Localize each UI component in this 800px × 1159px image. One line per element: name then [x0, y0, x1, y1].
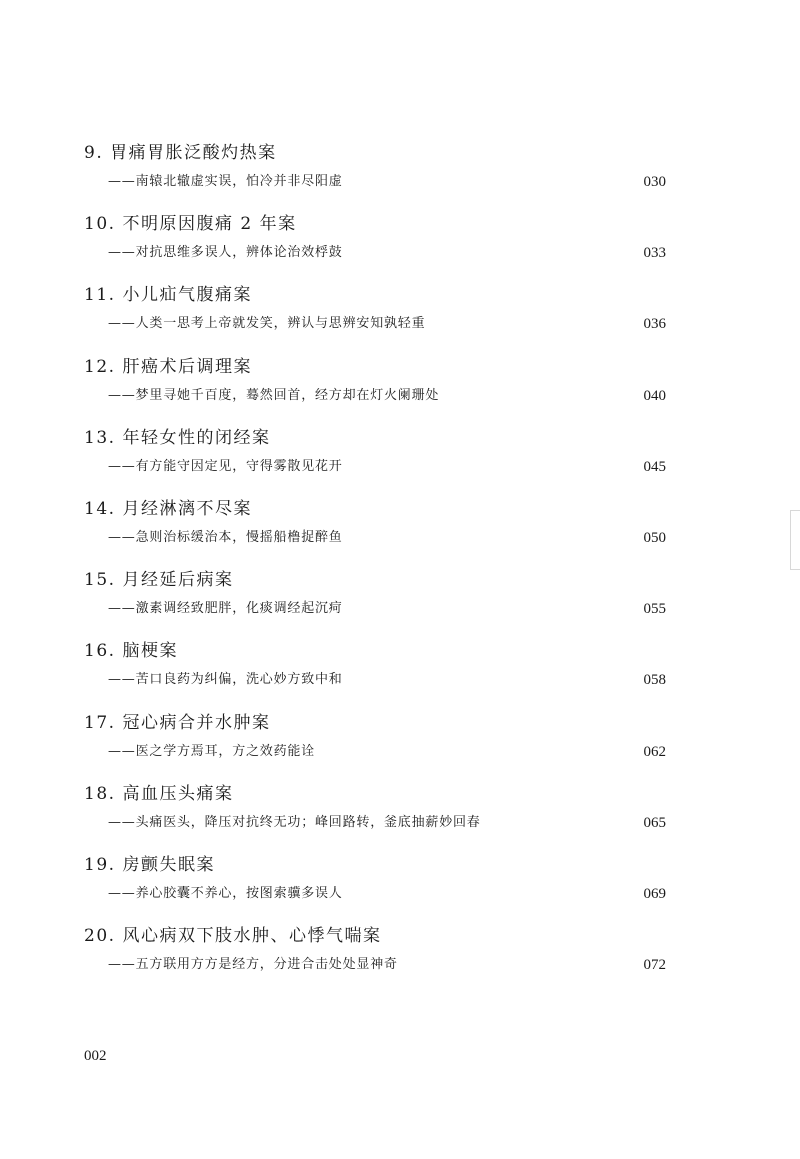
page-number: 002	[84, 1048, 107, 1064]
toc-entry-title: 14. 月经淋漓不尽案	[84, 499, 252, 519]
toc-entry-subtitle: ——急则治标缓治本，慢摇船橹捉醉鱼	[108, 530, 343, 545]
toc-entry-title: 10. 不明原因腹痛 2 年案	[84, 214, 297, 235]
toc-entry	[0, 427, 800, 487]
toc-entry-subtitle: ——激素调经致肥胖，化痰调经起沉疴	[108, 601, 343, 617]
toc-entry	[0, 854, 800, 914]
toc-entry-title: 15. 月经延后病案	[84, 570, 234, 591]
toc-entry	[0, 569, 800, 629]
toc-entry-title: 19. 房颤失眠案	[84, 855, 215, 875]
toc-entry	[0, 712, 800, 772]
toc-entry	[0, 356, 800, 416]
toc-entry-page-number: 058	[643, 672, 666, 689]
toc-entry-title: 13. 年轻女性的闭经案	[84, 427, 271, 448]
toc-entry	[0, 498, 800, 558]
toc-entry-page-number: 065	[643, 814, 666, 831]
toc-entry	[0, 284, 800, 344]
toc-entry-page-number: 062	[643, 743, 666, 760]
toc-entry-page-number: 030	[643, 174, 666, 190]
toc-entry-subtitle: ——人类一思考上帝就发笑，辨认与思辨安知孰轻重	[108, 316, 426, 332]
toc-entry-title: 17. 冠心病合并水肿案	[84, 712, 271, 733]
toc-entry-subtitle: ——医之学方焉耳，方之效药能诠	[108, 743, 316, 759]
toc-entry-subtitle: ——南辕北辙虚实误，怕冷并非尽阳虚	[108, 174, 343, 189]
toc-entry-page-number: 055	[643, 601, 666, 618]
toc-entry	[0, 640, 800, 700]
toc-entry-page-number: 036	[643, 316, 666, 333]
toc-entry	[0, 783, 800, 843]
toc-entry-subtitle: ——苦口良药为纠偏，洗心妙方致中和	[108, 672, 343, 688]
toc-entry-title: 20. 风心病双下肢水肿、心悸气喘案	[84, 926, 382, 947]
toc-entry	[0, 142, 800, 202]
toc-entry-subtitle: ——有方能守因定见，守得雾散见花开	[108, 458, 343, 474]
toc-entry-page-number: 050	[643, 530, 666, 546]
page-edge-tab	[790, 510, 800, 570]
toc-entry-title: 12. 肝癌术后调理案	[84, 356, 252, 377]
toc-entry-page-number: 072	[643, 957, 666, 974]
toc-entry-title: 9. 胃痛胃胀泛酸灼热案	[84, 143, 277, 163]
toc-entry-subtitle: ——对抗思维多误人，辨体论治效桴鼓	[108, 245, 343, 261]
toc-entry-title: 18. 高血压头痛案	[84, 783, 234, 804]
toc-entry-title: 11. 小儿疝气腹痛案	[84, 285, 252, 306]
toc-entry-page-number: 040	[643, 387, 666, 404]
toc-entry-subtitle: ——养心胶囊不养心，按图索骥多误人	[108, 886, 343, 901]
toc-entry-page-number: 045	[643, 458, 666, 475]
toc-entry-page-number: 033	[643, 245, 666, 262]
toc-entry-subtitle: ——头痛医头，降压对抗终无功；峰回路转，釜底抽薪妙回春	[108, 814, 481, 830]
toc-entry-subtitle: ——五方联用方方是经方，分进合击处处显神奇	[108, 957, 398, 973]
toc-entry	[0, 213, 800, 273]
toc-entry-page-number: 069	[643, 886, 666, 902]
toc-entry-title: 16. 脑梗案	[84, 641, 178, 662]
toc-entry-subtitle: ——梦里寻她千百度，蓦然回首，经方却在灯火阑珊处	[108, 387, 440, 403]
toc-entry	[0, 925, 800, 985]
